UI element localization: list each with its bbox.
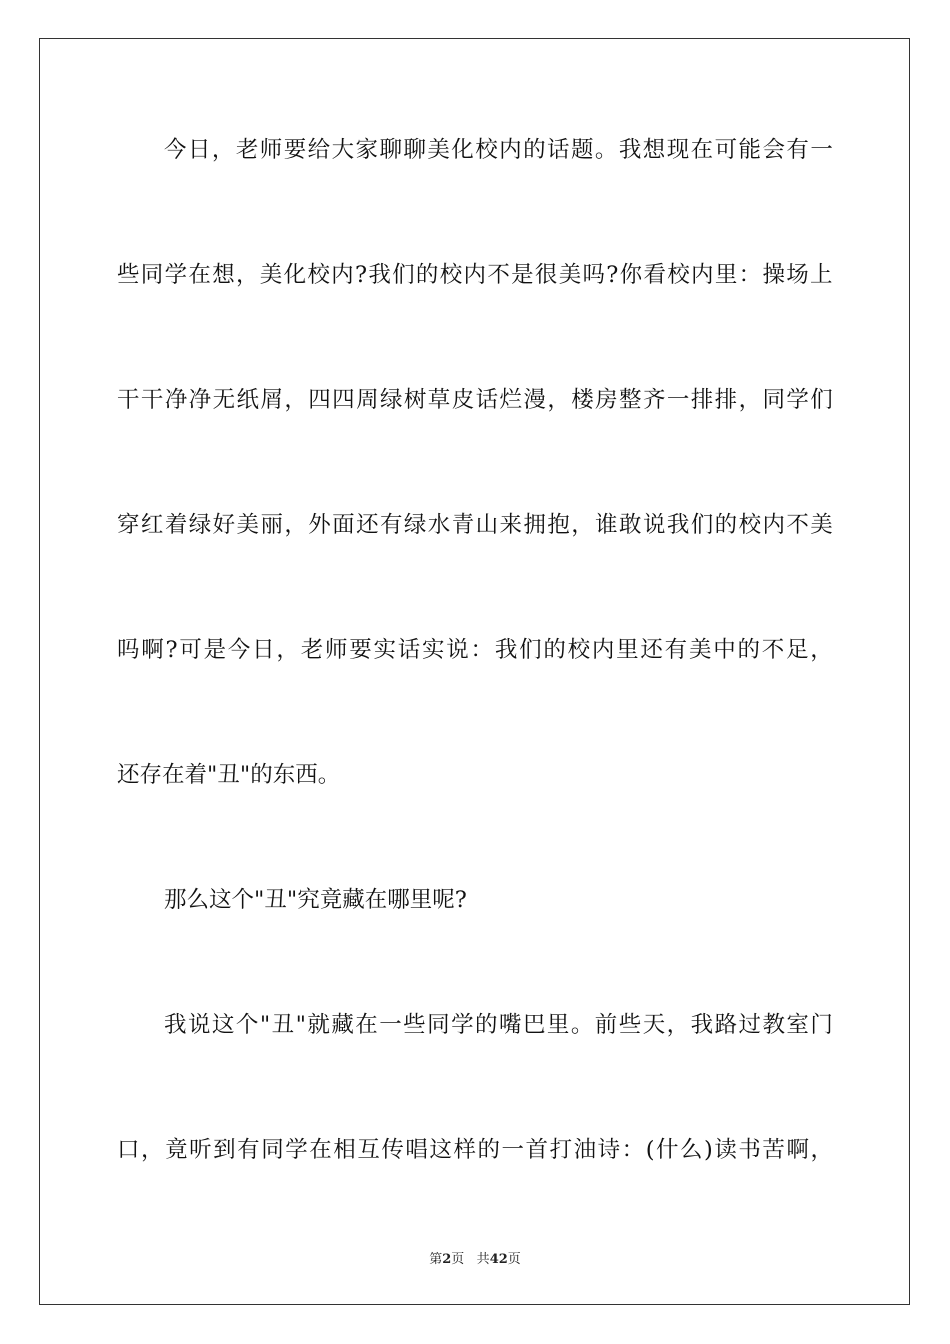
page-border <box>39 38 910 1305</box>
footer-total-prefix: 共 <box>476 1252 490 1267</box>
footer-page-prefix: 第 <box>429 1252 443 1267</box>
footer-total-pages: 42 <box>489 1252 508 1267</box>
paragraph-1-line-2: 些 同 学 在 想 ， 美 化 校 内 ? 我 们 的 校 内 不 是 很 美 吗 ? 你 看 校 内 里 ： 操 场 上 <box>117 262 833 288</box>
paragraph-1-line-3: 干 干 净 净 无 纸 屑 ， 四 四 周 绿 树 草 皮 话 烂 漫 ， 楼 房 整 齐 一 排 排 ， 同 学 们 <box>117 387 833 413</box>
paragraph-1-line-1: 今 日 ， 老 师 要 给 大 家 聊 聊 美 化 校 内 的 话 题 。 我 想 现 在 可 能 会 有 一 <box>164 137 833 163</box>
page-footer <box>0 1248 950 1267</box>
footer-page-suffix: 页 <box>451 1252 465 1267</box>
paragraph-3-line-1: 我 说 这 个 " 丑 " 就 藏 在 一 些 同 学 的 嘴 巴 里 。 前 些 天 ， 我 路 过 教 室 门 <box>164 1012 833 1038</box>
paragraph-1-line-4: 穿 红 着 绿 好 美 丽 ， 外 面 还 有 绿 水 青 山 来 拥 抱 ， 谁 敢 说 我 们 的 校 内 不 美 <box>117 512 833 538</box>
paragraph-1-line-6: 还存在着"丑"的东西。 <box>117 762 341 788</box>
paragraph-3-line-2: 口 ， 竟 听 到 有 同 学 在 相 互 传 唱 这 样 的 一 首 打 油 诗 ： ( 什 么 ) 读 书 苦 啊 ， <box>117 1137 833 1163</box>
footer-total-suffix: 页 <box>507 1252 521 1267</box>
paragraph-1-line-5: 吗 啊 ? 可 是 今 日 ， 老 师 要 实 话 实 说 ： 我 们 的 校 内 里 还 有 美 中 的 不 足 ， <box>117 637 833 663</box>
paragraph-2-line-1: 那么这个"丑"究竟藏在哪里呢? <box>164 887 467 913</box>
footer-page-number: 2 <box>442 1252 452 1267</box>
